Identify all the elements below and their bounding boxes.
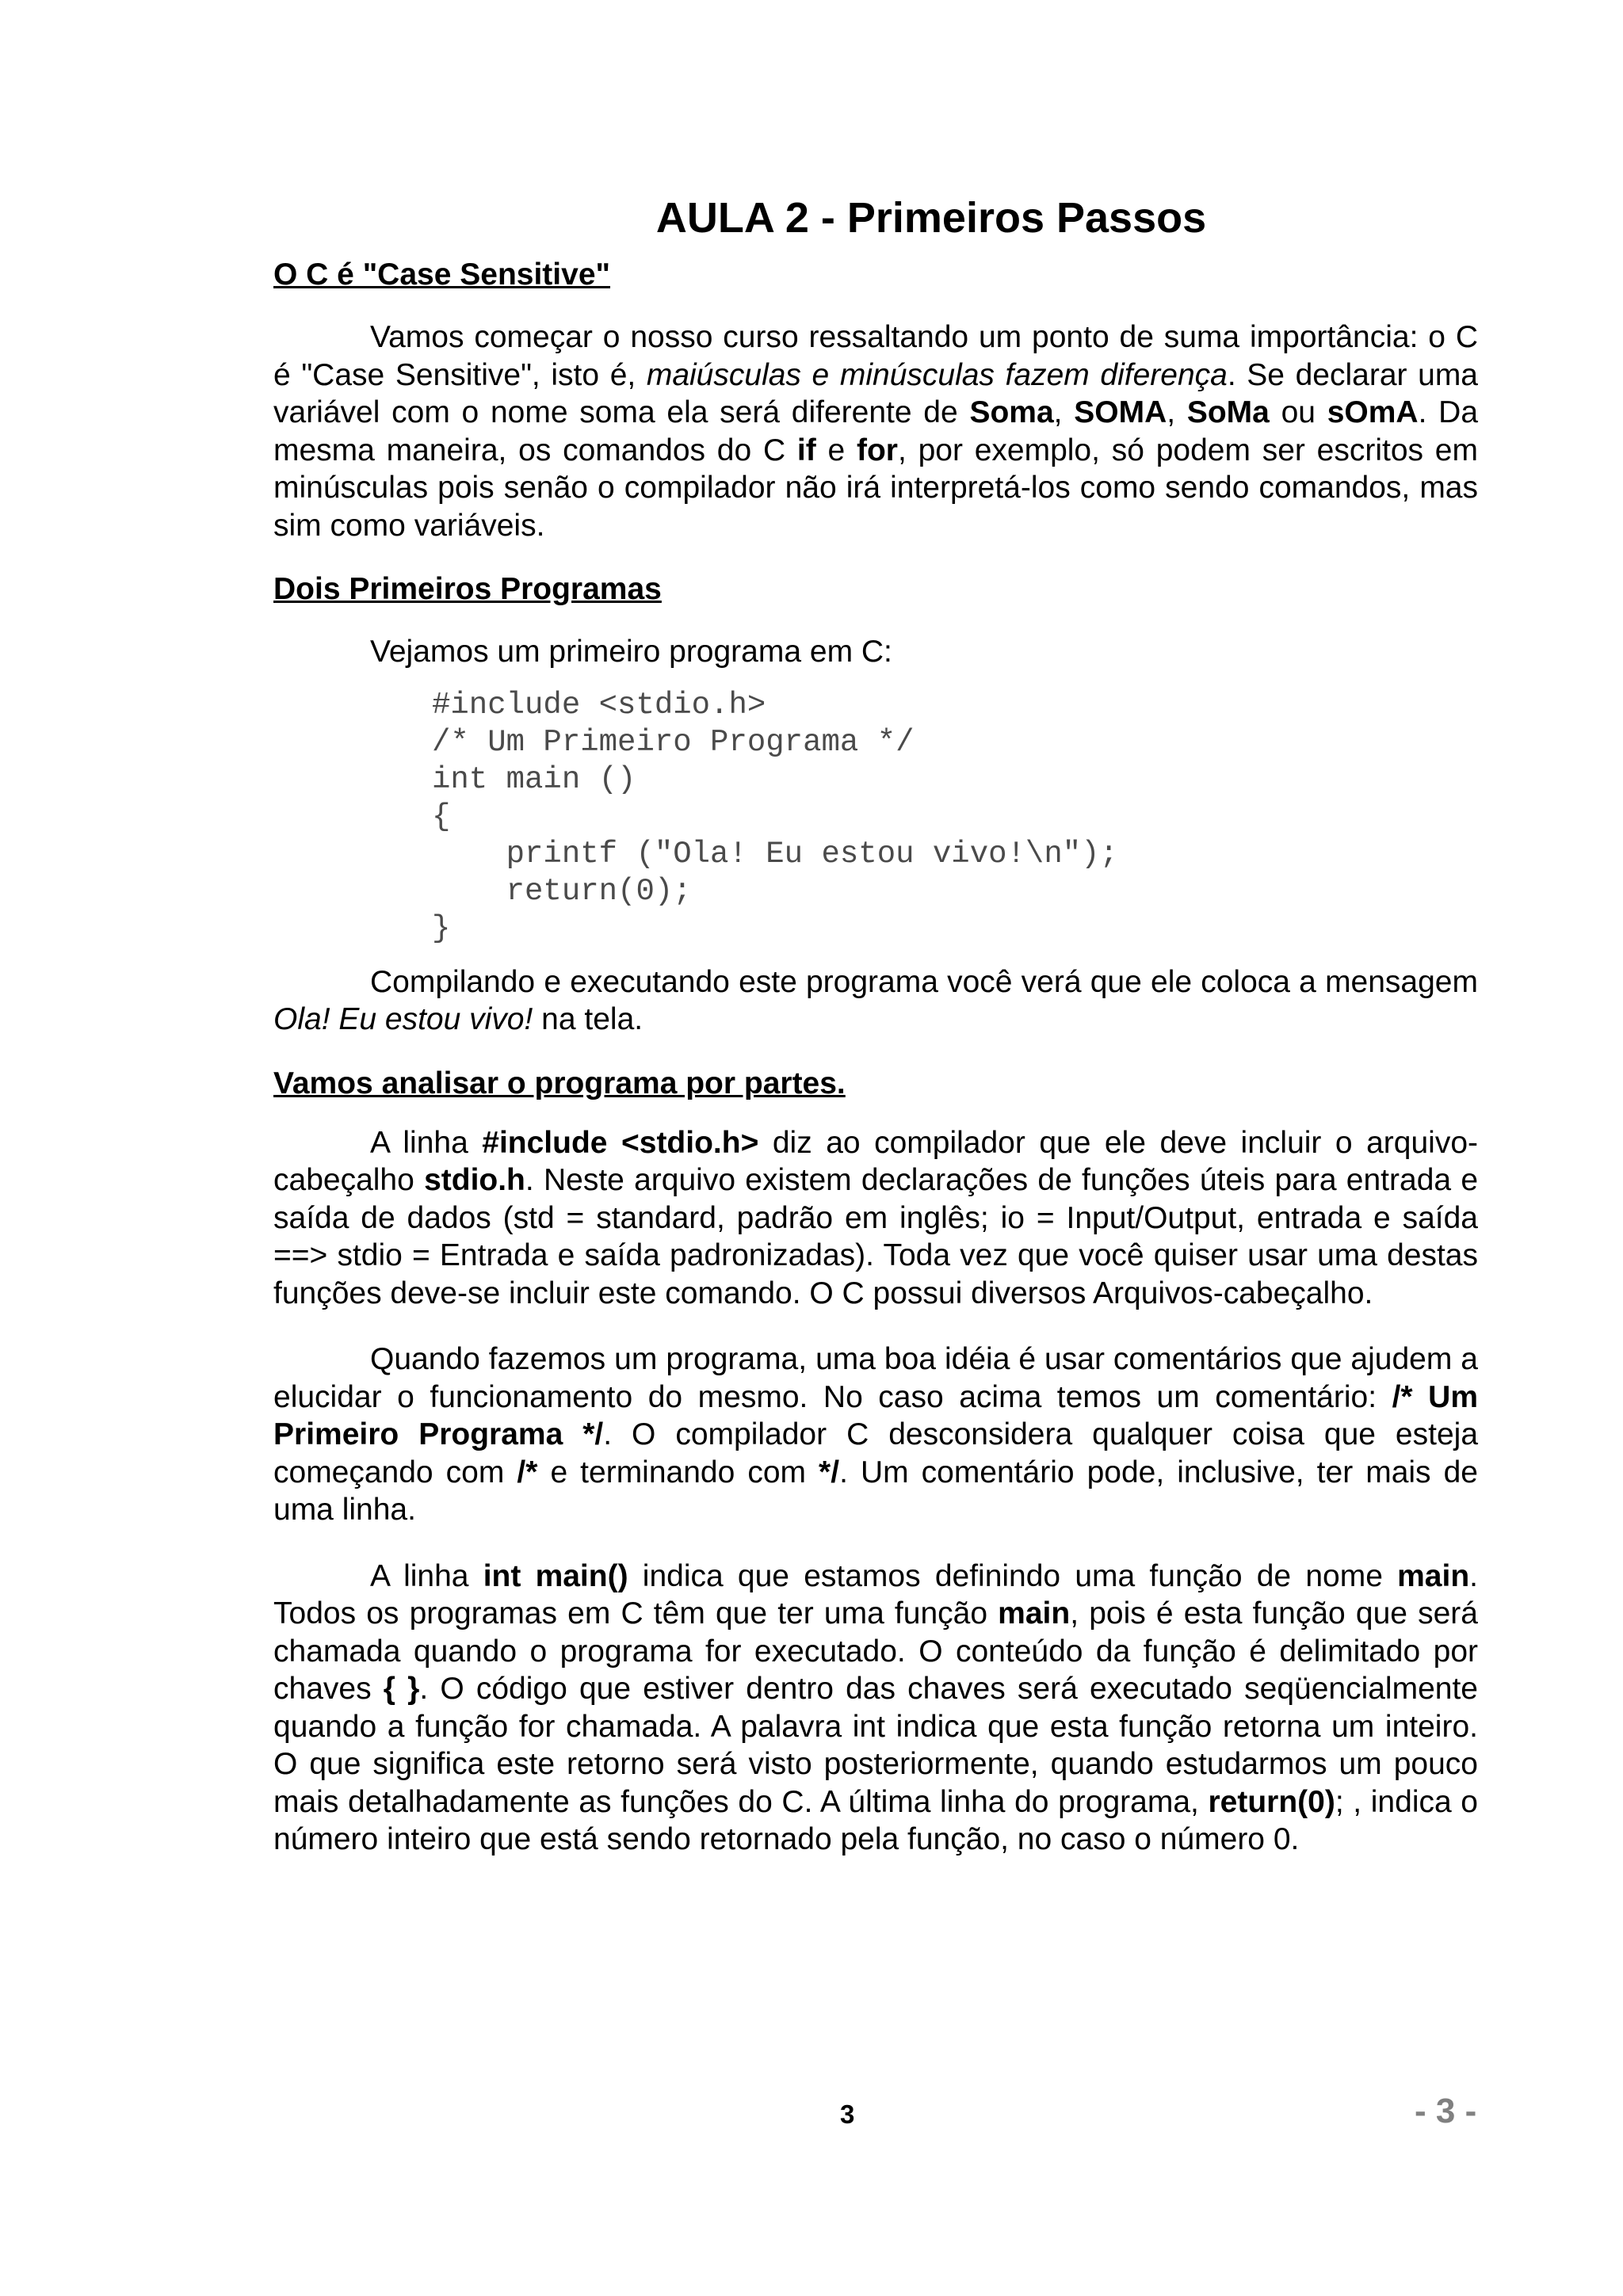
paragraph-case-sensitive: Vamos começar o nosso curso ressaltando um ponto de suma importância: o C é "Case Sensitive", isto é, maiúsculas e minúsculas fazem diferença. Se declarar uma variável com o nome soma ela será diferente de Soma, SOMA, SoMa ou sOmA. Da mesma maneira, os comandos do C if e for, por exemplo, só podem ser escritos em minúsculas pois senão o compilador não irá interpretá-los como sendo comandos, mas sim como variáveis. [273,320,1479,543]
code-block: #include <stdio.h> /* Um Primeiro Programa */ int main () { printf ("Ola! Eu estou vivo!\n"); return(0); } [432,687,1118,946]
paragraph-program-intro: Vejamos um primeiro programa em C: [370,635,892,669]
paragraph-include-line: A linha #include <stdio.h> diz ao compilador que ele deve incluir o arquivo-cabeçalho stdio.h. Neste arquivo existem declarações de funções úteis para entrada e saída de dados (std = standard, padrão em inglês; io = Input/Output, entrada e saída ==> stdio = Entrada e saída padronizadas). Toda vez que você quiser usar uma destas funções deve-se incluir este comando. O C possui diversos Arquivos-cabeçalho. [273,1125,1479,1310]
paragraph-compile-result: Compilando e executando este programa você verá que ele coloca a mensagem Ola! Eu estou vivo! na tela. [273,964,1478,1036]
section-heading-case-sensitive: O C é "Case Sensitive" [273,257,611,292]
page-title: AULA 2 - Primeiros Passos [655,194,1207,242]
footer-page-marker: - 3 - [1415,2092,1477,2130]
paragraph-comments: Quando fazemos um programa, uma boa idéia é usar comentários que ajudem a elucidar o funcionamento do mesmo. No caso acima temos um comentário: /* Um Primeiro Programa */. O compilador C desconsidera qualquer coisa que esteja começando com /* e terminando com */. Um comentário pode, inclusive, ter mais de uma linha. [273,1342,1479,1527]
section-heading-first-programs: Dois Primeiros Programas [273,572,662,606]
document-page [273,190,1478,1859]
paragraph-main-function: A linha int main() indica que estamos definindo uma função de nome main. Todos os programas em C têm que ter uma função main, pois é esta função que será chamada quando o programa for executado. O conteúdo da função é delimitado por chaves { }. O código que estiver dentro das chaves será executado seqüencialmente quando a função for chamada. A palavra int indica que esta função retorna um inteiro. O que significa este retorno será visto posteriormente, quando estudarmos um pouco mais detalhadamente as funções do C. A última linha do programa, return(0); , indica o número inteiro que está sendo retornado pela função, no caso o número 0. [273,1558,1478,1856]
section-heading-analysis: Vamos analisar o programa por partes. [273,1066,846,1100]
footer-page-number: 3 [840,2100,855,2129]
